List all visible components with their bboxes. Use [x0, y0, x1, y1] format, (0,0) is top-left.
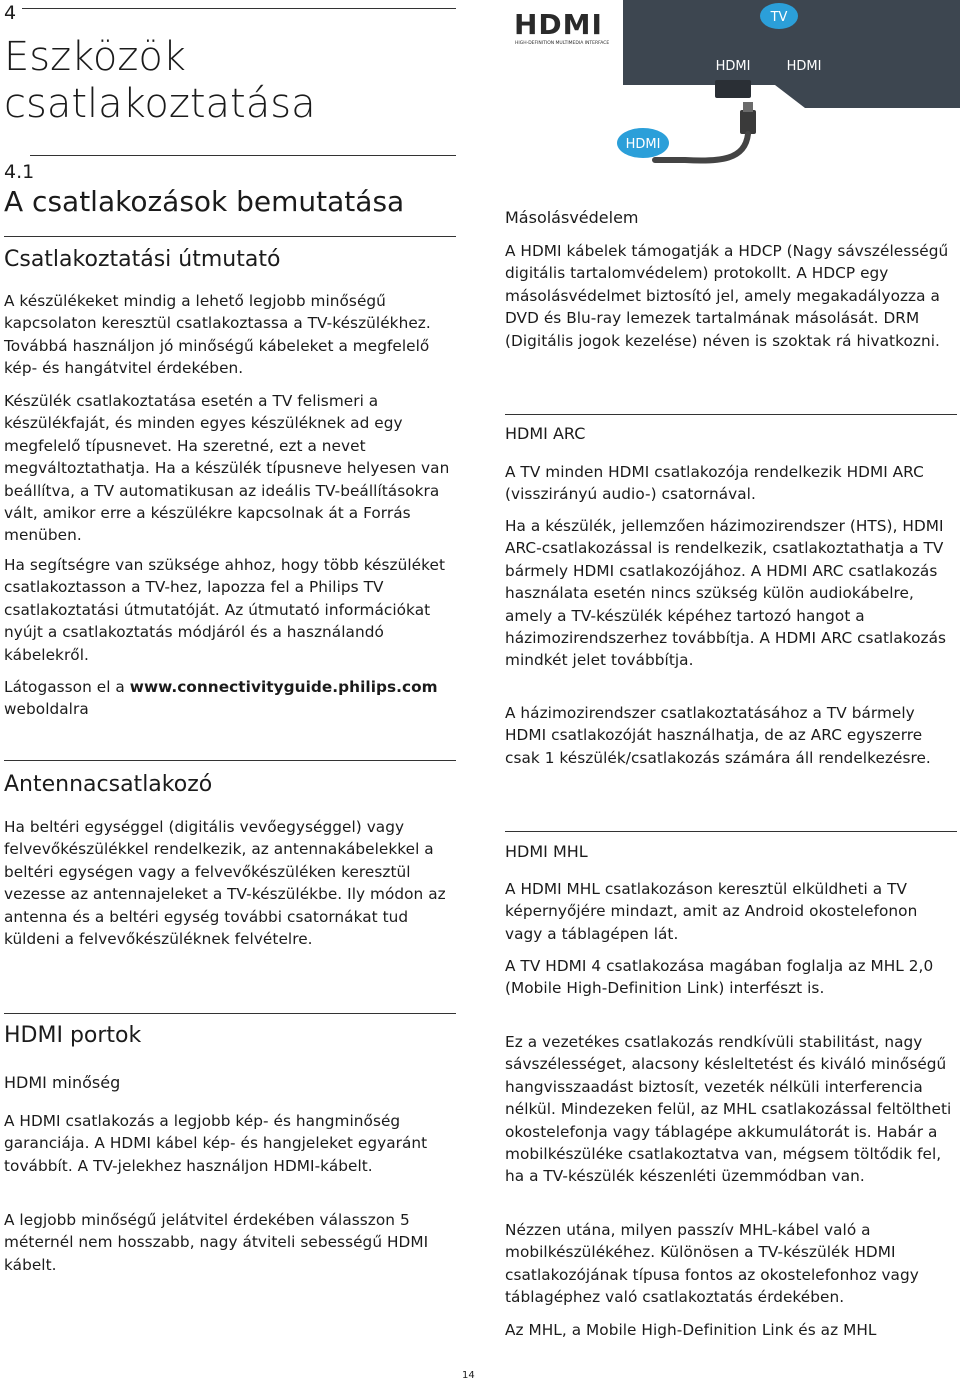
hdmi-arc-rule [505, 414, 957, 415]
copy-protection-paragraph: A HDMI kábelek támogatják a HDCP (Nagy sávszélességű digitális tartalomvédelem) protokollt. A HDCP egy másolásvédelmet biztosító jel, amely megakadályozza a DVD és Blu-ray lemezek tartalmának másolását. DRM (Digitális jogok kezelése) néven is szoktak rá hivatkozni. [505, 242, 949, 350]
hdmi-quality-paragraph-1: A HDMI csatlakozás a legjobb kép- és hangminőség garanciája. A HDMI kábel kép- és hangjeleket egyaránt továbbít. A TV-jelekhez használjon HDMI-kábelt. [4, 1112, 428, 1175]
hdmi-arc-paragraph-3: A házimozirendszer csatlakoztatásához a TV bármely HDMI csatlakozóját használhatja, de az ARC egyszerre csak 1 készülék/csatlakozás számára áll rendelkezésre. [505, 704, 931, 767]
guide-paragraph-4 [4, 676, 456, 721]
chapter-rule [22, 8, 456, 9]
hdmi-arc-heading: HDMI ARC [505, 424, 586, 443]
tv-badge [760, 3, 798, 29]
section-title: A csatlakozások bemutatása [4, 185, 405, 218]
hdmi-mhl-paragraph-1 [505, 878, 957, 945]
tv-hdmi-port-label-1: HDMI [715, 59, 751, 74]
copy-protection-heading: Másolásvédelem [505, 208, 639, 227]
hdmi-ports-rule [4, 1013, 456, 1014]
cable-hdmi-badge [617, 128, 669, 158]
tv-hdmi-port-label-2: HDMI [786, 59, 822, 74]
section-rule [30, 155, 456, 156]
antenna-rule [4, 760, 456, 761]
hdmi-arc-paragraph-2: Ha a készülék, jellemzően házimozirendszer (HTS), HDMI ARC-csatlakozással is rendelkezik, csatlakoztathatja a TV bármely HDMI csatlakozójához. A HDMI ARC csatlakozás használata esetén nincs szükség külön audiokábelre, amely a TV-készülék képéhez tartozó hangot a házimozirendszerhez továbbítja. A HDMI ARC csatlakozás mindkét jelet továbbítja. [505, 517, 947, 670]
hdmi-mhl-p1-post: csatlakozáson keresztül elküldheti a TV képernyőjére mindazt, amit az Android okostelefonon vagy a táblagépen lát. [505, 880, 918, 943]
hdmi-mhl-p2-mid: csatlakozása magában foglalja az [606, 957, 866, 975]
section-number: 4.1 [4, 161, 35, 183]
hdmi-mhl-paragraph-5: Az MHL, a Mobile High-Definition Link és az MHL [505, 1321, 877, 1339]
chapter-title: Eszközök csatlakoztatása [4, 34, 316, 127]
hdmi-cable [655, 134, 748, 161]
hdmi-connection-illustration [505, 0, 960, 180]
hdmi-arc-term: HDMI ARC [846, 463, 924, 481]
tv-badge-label: TV [770, 10, 788, 25]
tv-hdmi-port-1 [715, 80, 751, 98]
cable-hdmi-badge-label: HDMI [625, 137, 661, 152]
antenna-paragraph: Ha beltéri egységgel (digitális vevőegységgel) vagy felvevőkészülékkel rendelkezik, az antennakábelekkel a beltéri egységen vagy a felvevőkészüléken keresztül vezesse az antennajeleket a TV-készülékbe. Ily módon az antenna és a beltéri egység további csatornákat tud küldeni a felvevőkészüléknek felvételre. [4, 818, 446, 949]
hdmi-mhl-p2-pre: A TV [505, 957, 541, 975]
antenna-heading: Antennacsatlakozó [4, 772, 213, 797]
guide-heading: Csatlakoztatási útmutató [4, 247, 281, 272]
hdmi-logo-tagline: HIGH-DEFINITION MULTIMEDIA INTERFACE [515, 41, 610, 46]
guide-paragraph-3: Ha segítségre van szüksége ahhoz, hogy több készüléket csatlakoztasson a TV-hez, lapozza fel a Philips TV csatlakoztatási útmutatóját. Az útmutató információkat nyújt a csatlakoztatás módjáról és a használandó kábelekről. [4, 556, 445, 664]
hdmi-mhl-p2-post: (Mobile High-Definition Link) interfészt is. [505, 979, 825, 998]
guide-rule [4, 236, 456, 237]
connectivity-guide-link[interactable]: www.connectivityguide.philips.com [129, 678, 438, 696]
guide-paragraph-2: Készülék csatlakoztatása esetén a TV felismeri a készülékfaját, és minden egyes készüléknek ad egy megfelelő típusnevet. Ha szeretné, ezt a nevet megváltoztathatja. Ha a készülék típusneve helyesen van beállítva, a TV automatikusan az ideális TV-beállításokra vált, amikor erre a készülékre kapcsolnak át a Forrás menüben. [4, 392, 450, 545]
hdmi-quality-heading: HDMI minőség [4, 1073, 121, 1092]
hdmi-mhl-p1-pre: A [505, 880, 516, 898]
guide-visit-text: Látogasson el a [4, 678, 125, 696]
guide-visit-suffix: weboldalra [4, 700, 89, 719]
chapter-number: 4 [4, 2, 17, 24]
hdmi-mhl-p2-term: HDMI 4 [545, 957, 602, 975]
hdmi-logo [514, 8, 609, 46]
guide-paragraph-1: A készülékeket mindig a lehető legjobb minőségű kapcsolaton keresztül csatlakoztassa a TV-készülékhez. Továbbá használjon jó minőségű kábeleket a megfelelő kép- és hangátvitel érdekében. [4, 292, 431, 378]
hdmi-mhl-p2-term2: MHL 2,0 [870, 957, 934, 975]
hdmi-mhl-term: HDMI MHL [520, 880, 600, 898]
hdmi-mhl-paragraph-2 [505, 955, 957, 1000]
hdmi-mhl-rule [505, 831, 957, 832]
hdmi-logo-text: HDMI [514, 8, 603, 41]
hdmi-arc-paragraph-1 [505, 461, 957, 506]
hdmi-arc-p1-pre: A TV minden HDMI csatlakozója rendelkezik [505, 463, 842, 481]
hdmi-plug [740, 110, 756, 134]
hdmi-arc-p1-post: (visszirányú audio-) csatornával. [505, 485, 756, 504]
hdmi-mhl-paragraph-4: Nézzen utána, milyen passzív MHL-kábel való a mobilkészülékéhez. Különösen a TV-készülék HDMI csatlakozójának típusa fontos az okostelefonhoz vagy táblagéphez való csatlakoztatás érdekében. [505, 1221, 919, 1307]
hdmi-plug-tip [743, 102, 753, 112]
page-number: 14 [462, 1370, 475, 1381]
hdmi-mhl-heading: HDMI MHL [505, 842, 588, 861]
hdmi-mhl-paragraph-3: Ez a vezetékes csatlakozás rendkívüli stabilitást, nagy sávszélességet, alacsony késleltetést és kiváló minőségű hangvisszaadást biztosít, vezeték nélküli interferencia nélkül. Mindezeken felül, az MHL csatlakozással feltöltheti okostelefonja vagy táblagépe akkumulátorát is. Habár a mobilkészüléke csatlakoztatva van, mégsem töltődik fel, ha a TV-készülék készenléti üzemmódban van. [505, 1033, 952, 1186]
hdmi-ports-heading: HDMI portok [4, 1023, 142, 1048]
hdmi-quality-paragraph-2: A legjobb minőségű jelátvitel érdekében válasszon 5 méternél nem hosszabb, nagy átviteli sebességű HDMI kábelt. [4, 1211, 429, 1274]
